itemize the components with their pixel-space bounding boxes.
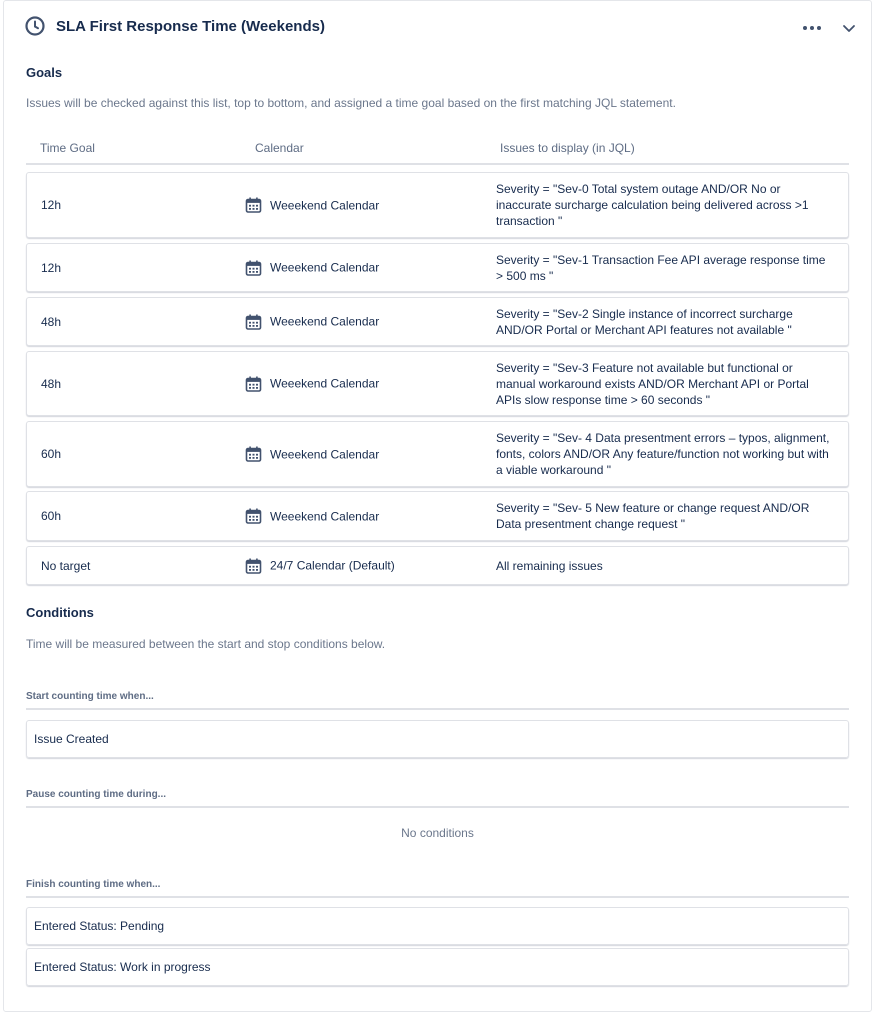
column-calendar: Calendar (255, 141, 304, 155)
goal-calendar (245, 259, 379, 276)
goal-jql: Severity = "Sev-1 Transaction Fee API average response time > 500 ms " (496, 252, 826, 283)
sla-header[interactable] (4, 1, 871, 57)
column-time-goal: Time Goal (40, 141, 95, 155)
goal-calendar (245, 557, 395, 574)
chevron-down-icon[interactable] (838, 17, 860, 39)
calendar-name: Weeekend Calendar (270, 509, 380, 523)
conditions-heading: Conditions (26, 605, 94, 620)
goal-time: 12h (41, 198, 62, 212)
clock-icon (24, 15, 46, 37)
calendar-name: Weeekend Calendar (270, 198, 380, 212)
column-jql: Issues to display (in JQL) (500, 141, 635, 155)
goal-calendar (245, 197, 379, 214)
more-horizontal-icon[interactable] (799, 17, 825, 39)
goal-time: No target (41, 558, 91, 573)
goals-heading: Goals (26, 65, 63, 80)
goal-jql: Severity = "Sev-3 Feature not available but functional or manual workaround exists AND/OR Merchant API or Portal APIs slow response time > 60 seconds " (496, 360, 809, 407)
calendar-icon (245, 446, 262, 463)
calendar-name: Weeekend Calendar (270, 376, 380, 391)
calendar-icon (245, 197, 262, 214)
goal-jql: Severity = "Sev- 5 New feature or change request AND/OR Data presentment change request " (496, 501, 810, 531)
calendar-name: Weeekend Calendar (270, 314, 380, 329)
goal-calendar (245, 313, 379, 330)
finish-condition-item[interactable]: Entered Status: Pending (26, 907, 849, 945)
goals-description: Issues will be checked against this list, top to bottom, and assigned a time goal based on the first matching JQL statement. (26, 96, 676, 110)
goal-row[interactable] (26, 243, 849, 292)
goal-jql: All remaining issues (496, 558, 603, 573)
calendar-icon (245, 375, 262, 392)
goal-row[interactable] (26, 351, 849, 416)
calendar-icon (245, 508, 262, 525)
pause-no-conditions: No conditions (401, 826, 474, 840)
goal-row[interactable] (26, 421, 849, 487)
goal-jql: Severity = "Sev-2 Single instance of incorrect surcharge AND/OR Portal or Merchant API features not available " (496, 306, 793, 337)
goal-jql: Severity = "Sev- 4 Data presentment errors – typos, alignment, fonts, colors AND/OR Any feature/function not working but with a viable workaround " (496, 431, 830, 477)
goal-time: 60h (41, 447, 62, 461)
goal-time: 48h (41, 376, 62, 391)
goal-calendar (245, 508, 379, 525)
goal-row[interactable] (26, 297, 849, 346)
calendar-name: Weeekend Calendar (270, 447, 380, 461)
calendar-name: 24/7 Calendar (Default) (270, 558, 395, 573)
goal-row[interactable] (26, 546, 849, 585)
goal-time: 12h (41, 260, 62, 275)
calendar-name: Weeekend Calendar (270, 260, 380, 275)
calendar-icon (245, 259, 262, 276)
conditions-description: Time will be measured between the start and stop conditions below. (26, 637, 386, 651)
pause-condition-label: Pause counting time during... (26, 789, 849, 808)
start-condition-item[interactable]: Issue Created (26, 720, 849, 758)
sla-title: SLA First Response Time (Weekends) (56, 18, 325, 35)
goals-table-header (26, 135, 849, 165)
goal-calendar (245, 446, 379, 463)
goal-time: 48h (41, 314, 62, 329)
goal-row[interactable] (26, 491, 849, 541)
goal-time: 60h (41, 509, 62, 523)
start-condition-label: Start counting time when... (26, 691, 849, 710)
finish-condition-label: Finish counting time when... (26, 879, 849, 898)
finish-condition-item[interactable]: Entered Status: Work in progress (26, 948, 849, 986)
goal-calendar (245, 375, 379, 392)
goal-row[interactable] (26, 172, 849, 238)
sla-panel (3, 0, 872, 1012)
calendar-icon (245, 313, 262, 330)
calendar-icon (245, 557, 262, 574)
goal-jql: Severity = "Sev-0 Total system outage AND/OR No or inaccurate surcharge calculation being delivered across >1 transaction " (496, 182, 809, 228)
